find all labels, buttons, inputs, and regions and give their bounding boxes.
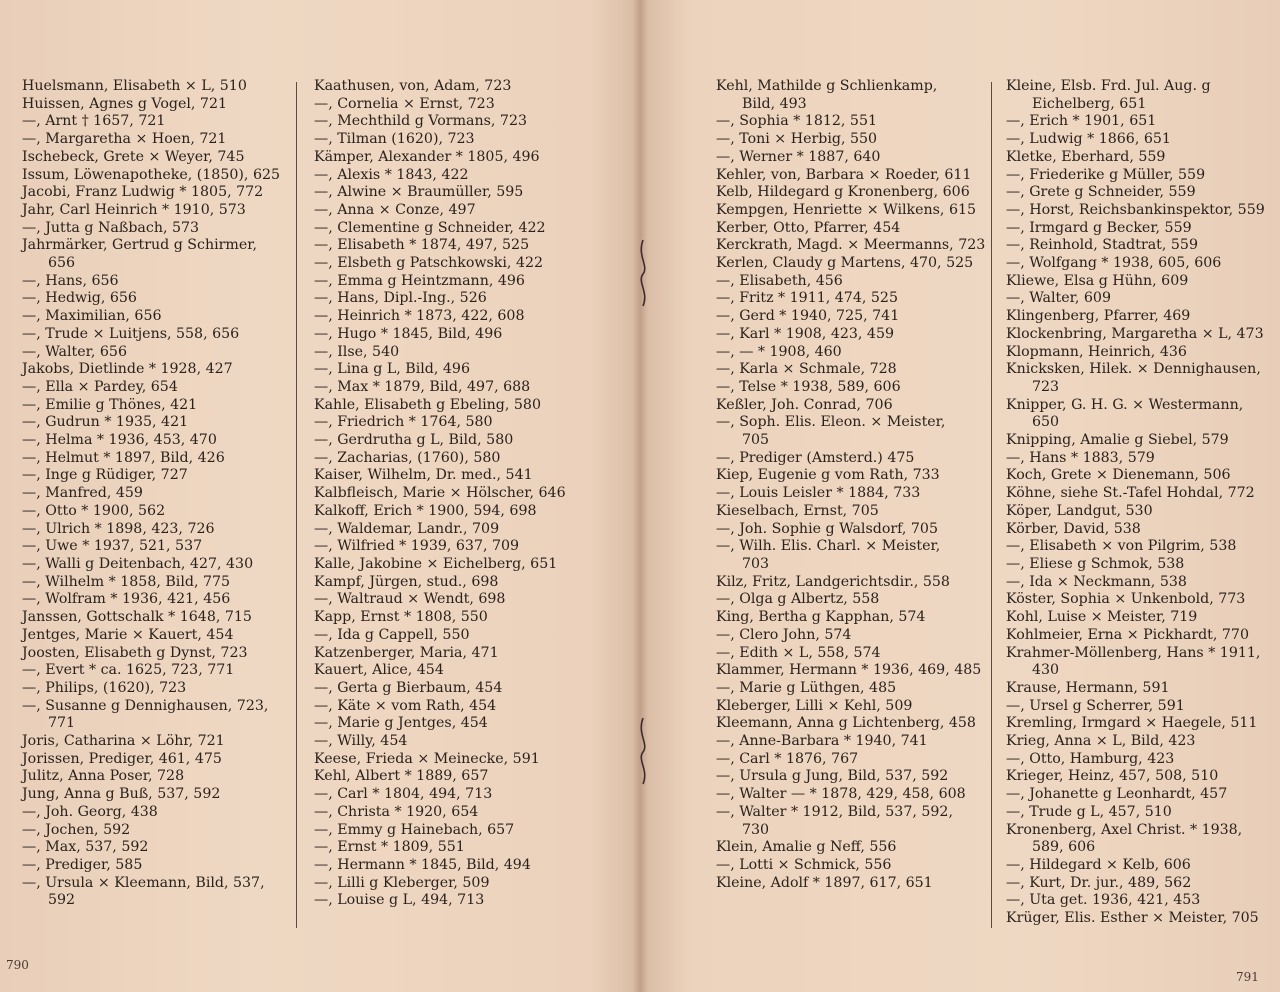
- index-entry: King, Bertha g Kapphan, 574: [716, 609, 926, 626]
- index-entry: —, Erich * 1901, 651: [1006, 113, 1157, 130]
- index-entry: —, Walter, 609: [1006, 290, 1111, 307]
- index-entry: Krause, Hermann, 591: [1006, 679, 1170, 696]
- index-entry: —, Carl * 1876, 767: [716, 750, 859, 767]
- index-entry: Köper, Landgut, 530: [1006, 502, 1153, 519]
- index-entry: Kleine, Adolf * 1897, 617, 651: [716, 874, 933, 891]
- index-entry: —, Wilh. Elis. Charl. × Meister,: [716, 538, 941, 555]
- index-entry: —, Emilie g Thönes, 421: [22, 396, 198, 413]
- index-entry: —, Hedwig, 656: [22, 290, 137, 307]
- index-entry: —, Gerd * 1940, 725, 741: [716, 308, 900, 325]
- index-entry-continuation: 723: [1032, 378, 1060, 395]
- index-entry: —, Willy, 454: [314, 733, 408, 750]
- index-entry: Kaathusen, von, Adam, 723: [314, 78, 512, 94]
- index-entry: Knipper, G. H. G. × Westermann,: [1006, 396, 1244, 413]
- index-entry: —, Emmy g Hainebach, 657: [314, 821, 515, 838]
- index-entry: Klopmann, Heinrich, 436: [1006, 343, 1187, 360]
- index-entry: —, Jochen, 592: [22, 821, 131, 838]
- index-entry-continuation: 703: [742, 555, 770, 572]
- index-entry: Julitz, Anna Poser, 728: [22, 768, 185, 785]
- index-entry: Jacobi, Franz Ludwig * 1805, 772: [22, 184, 264, 201]
- index-entry: —, Wilfried * 1939, 637, 709: [314, 538, 520, 555]
- index-entry: —, Ursula × Kleemann, Bild, 537,: [22, 874, 265, 891]
- index-entry: —, Gudrun * 1935, 421: [22, 414, 189, 431]
- index-entry: —, Philips, (1620), 723: [22, 679, 187, 696]
- index-entry: Keßler, Joh. Conrad, 706: [716, 396, 893, 413]
- index-entry: Jahr, Carl Heinrich * 1910, 573: [22, 201, 246, 218]
- index-entry: —, Ernst * 1809, 551: [314, 839, 465, 856]
- index-entry: —, Louis Leisler * 1884, 733: [716, 485, 921, 502]
- index-entry: —, Joh. Sophie g Walsdorf, 705: [716, 520, 938, 537]
- index-entry: —, Max * 1879, Bild, 497, 688: [314, 378, 531, 395]
- index-entry: —, Elisabeth × von Pilgrim, 538: [1006, 538, 1237, 555]
- index-entry: —, — * 1908, 460: [716, 343, 842, 360]
- index-entry: Kalkoff, Erich * 1900, 594, 698: [314, 502, 537, 519]
- index-entry: —, Clementine g Schneider, 422: [314, 219, 546, 236]
- index-entry: —, Marie g Lüthgen, 485: [716, 679, 897, 696]
- index-entry: —, Telse * 1938, 589, 606: [716, 378, 901, 395]
- index-entry: —, Louise g L, 494, 713: [314, 892, 485, 909]
- index-entry: Huelsmann, Elisabeth × L, 510: [22, 78, 247, 94]
- index-entry: —, Anna × Conze, 497: [314, 201, 476, 218]
- index-entry: —, Tilman (1620), 723: [314, 131, 475, 148]
- index-entry: Klockenbring, Margaretha × L, 473: [1006, 325, 1264, 342]
- index-entry: Klein, Amalie g Neff, 556: [716, 839, 897, 856]
- index-entry: —, Werner * 1887, 640: [716, 148, 881, 165]
- index-entry: Köhne, siehe St.-Tafel Hohdal, 772: [1006, 485, 1255, 502]
- index-entry: —, Carl * 1804, 494, 713: [314, 786, 493, 803]
- index-entry: Issum, Löwenapotheke, (1850), 625: [22, 166, 281, 183]
- index-entry: —, Christa * 1920, 654: [314, 803, 479, 820]
- index-entry: Kleine, Elsb. Frd. Jul. Aug. g: [1006, 78, 1211, 94]
- index-entry: —, Helma * 1936, 453, 470: [22, 432, 217, 449]
- index-entry: Joosten, Elisabeth g Dynst, 723: [22, 644, 248, 661]
- index-entry: —, Lotti × Schmick, 556: [716, 856, 892, 873]
- index-entry: —, Susanne g Dennighausen, 723,: [22, 697, 269, 714]
- index-entry: —, Hildegard × Kelb, 606: [1006, 856, 1191, 873]
- column-rule-right: [991, 82, 992, 928]
- index-entry: —, Ella × Pardey, 654: [22, 378, 178, 395]
- column-rule-left: [296, 82, 297, 928]
- index-entry: —, Waldemar, Landr., 709: [314, 520, 500, 537]
- index-entry: Kiep, Eugenie g vom Rath, 733: [716, 467, 940, 484]
- index-entry: —, Ulrich * 1898, 423, 726: [22, 520, 215, 537]
- index-entry: —, Karla × Schmale, 728: [716, 361, 897, 378]
- index-entry: Kronenberg, Axel Christ. * 1938,: [1006, 821, 1243, 838]
- index-entry: Koch, Grete × Dienemann, 506: [1006, 467, 1231, 484]
- index-entry: —, Anne-Barbara * 1940, 741: [716, 733, 928, 750]
- index-entry: Kliewe, Elsa g Hühn, 609: [1006, 272, 1189, 289]
- index-entry: —, Johanette g Leonhardt, 457: [1006, 786, 1228, 803]
- index-entry: —, Otto * 1900, 562: [22, 502, 166, 519]
- index-entry: Katzenberger, Maria, 471: [314, 644, 499, 661]
- index-entry: Kletke, Eberhard, 559: [1006, 148, 1166, 165]
- index-entry-continuation: 589, 606: [1032, 839, 1096, 856]
- index-entry: Kehler, von, Barbara × Roeder, 611: [716, 166, 972, 183]
- index-column-3: [716, 78, 986, 892]
- index-entry: Kleberger, Lilli × Kehl, 509: [716, 697, 913, 714]
- index-entry: —, Eliese g Schmok, 538: [1006, 555, 1185, 572]
- index-entry: —, Helmut * 1897, Bild, 426: [22, 449, 225, 466]
- index-entry: —, Elisabeth, 456: [716, 272, 843, 289]
- index-entry: —, Reinhold, Stadtrat, 559: [1006, 237, 1198, 254]
- index-entry: —, Ludwig * 1866, 651: [1006, 131, 1171, 148]
- index-entry: —, Max, 537, 592: [22, 839, 149, 856]
- index-entry-continuation: Eichelberg, 651: [1032, 95, 1147, 112]
- index-entry: —, Arnt † 1657, 721: [22, 113, 166, 130]
- index-entry: Jung, Anna g Buß, 537, 592: [22, 786, 221, 803]
- index-entry: —, Joh. Georg, 438: [22, 803, 158, 820]
- index-entry: Jahrmärker, Gertrud g Schirmer,: [22, 237, 258, 254]
- index-entry-continuation: 592: [48, 892, 76, 909]
- index-entry: Kremling, Irmgard × Haegele, 511: [1006, 715, 1258, 732]
- index-entry: Kleemann, Anna g Lichtenberg, 458: [716, 715, 976, 732]
- index-entry: —, Evert * ca. 1625, 723, 771: [22, 662, 235, 679]
- index-entry: —, Hans * 1883, 579: [1006, 449, 1155, 466]
- index-entry: Jentges, Marie × Kauert, 454: [22, 626, 234, 643]
- index-column-2: [314, 78, 578, 910]
- index-entry: Kahle, Elisabeth g Ebeling, 580: [314, 396, 541, 413]
- index-entry: Körber, David, 538: [1006, 520, 1141, 537]
- index-entry: —, Manfred, 459: [22, 485, 143, 502]
- index-entry: —, Soph. Elis. Eleon. × Meister,: [716, 414, 946, 431]
- index-entry: Kerckrath, Magd. × Meermanns, 723: [716, 237, 986, 254]
- index-entry: —, Lilli g Kleberger, 509: [314, 874, 490, 891]
- book-gutter: [632, 0, 648, 992]
- index-entry: —, Gerdrutha g L, Bild, 580: [314, 432, 514, 449]
- index-entry: —, Friederike g Müller, 559: [1006, 166, 1206, 183]
- index-entry: —, Hugo * 1845, Bild, 496: [314, 325, 503, 342]
- page-number-left: 790: [6, 958, 29, 972]
- index-entry: —, Walter * 1912, Bild, 537, 592,: [716, 803, 953, 820]
- index-entry: —, Grete g Schneider, 559: [1006, 184, 1196, 201]
- index-entry-continuation: 771: [48, 715, 76, 732]
- index-entry: —, Zacharias, (1760), 580: [314, 449, 501, 466]
- index-entry: —, Toni × Herbig, 550: [716, 131, 878, 148]
- index-entry-continuation: 430: [1032, 662, 1060, 679]
- index-entry: Jorissen, Prediger, 461, 475: [22, 750, 222, 767]
- index-entry: —, Ursel g Scherrer, 591: [1006, 697, 1185, 714]
- binding-stitch-top: [636, 238, 650, 308]
- index-entry: —, Ida g Cappell, 550: [314, 626, 470, 643]
- index-entry-continuation: Bild, 493: [742, 95, 807, 112]
- index-entry: Krieg, Anna × L, Bild, 423: [1006, 733, 1196, 750]
- index-entry: Kaiser, Wilhelm, Dr. med., 541: [314, 467, 533, 484]
- index-entry: —, Olga g Albertz, 558: [716, 591, 880, 608]
- index-entry: —, Heinrich * 1873, 422, 608: [314, 308, 525, 325]
- index-entry: —, Gerta g Bierbaum, 454: [314, 679, 503, 696]
- index-entry: —, Trude × Luitjens, 558, 656: [22, 325, 240, 342]
- index-entry: —, Inge g Rüdiger, 727: [22, 467, 188, 484]
- index-entry: —, Alwine × Braumüller, 595: [314, 184, 524, 201]
- index-entry: Kauert, Alice, 454: [314, 662, 444, 679]
- index-entry: Kerber, Otto, Pfarrer, 454: [716, 219, 901, 236]
- index-entry: Kampf, Jürgen, stud., 698: [314, 573, 499, 590]
- index-entry: Krüger, Elis. Esther × Meister, 705: [1006, 910, 1259, 927]
- index-entry: —, Irmgard g Becker, 559: [1006, 219, 1192, 236]
- index-entry: —, Uta get. 1936, 421, 453: [1006, 892, 1201, 909]
- index-entry: —, Maximilian, 656: [22, 308, 162, 325]
- page-number-right: 791: [1236, 970, 1259, 984]
- index-entry: —, Trude g L, 457, 510: [1006, 803, 1172, 820]
- index-entry: —, Hans, 656: [22, 272, 119, 289]
- index-entry: —, Wolfgang * 1938, 605, 606: [1006, 255, 1222, 272]
- index-entry: —, Elsbeth g Patschkowski, 422: [314, 255, 544, 272]
- index-entry: —, Otto, Hamburg, 423: [1006, 750, 1175, 767]
- index-entry: —, Ida × Neckmann, 538: [1006, 573, 1187, 590]
- index-entry: —, Marie g Jentges, 454: [314, 715, 488, 732]
- index-entry: —, Waltraud × Wendt, 698: [314, 591, 506, 608]
- index-entry: —, Wilhelm * 1858, Bild, 775: [22, 573, 231, 590]
- index-entry: —, Alexis * 1843, 422: [314, 166, 469, 183]
- index-entry: —, Walli g Deitenbach, 427, 430: [22, 555, 254, 572]
- index-entry: —, Hermann * 1845, Bild, 494: [314, 856, 531, 873]
- index-entry: Kilz, Fritz, Landgerichtsdir., 558: [716, 573, 950, 590]
- index-entry: Klammer, Hermann * 1936, 469, 485: [716, 662, 982, 679]
- index-entry: —, Wolfram * 1936, 421, 456: [22, 591, 231, 608]
- index-entry: Janssen, Gottschalk * 1648, 715: [22, 609, 252, 626]
- index-entry: —, Hans, Dipl.-Ing., 526: [314, 290, 487, 307]
- index-column-1: [22, 78, 286, 910]
- index-entry-continuation: 730: [742, 821, 770, 838]
- index-entry-continuation: 656: [48, 255, 76, 272]
- index-entry: Krieger, Heinz, 457, 508, 510: [1006, 768, 1219, 785]
- index-entry: —, Karl * 1908, 423, 459: [716, 325, 895, 342]
- index-entry: Huissen, Agnes g Vogel, 721: [22, 95, 228, 112]
- index-entry: —, Elisabeth * 1874, 497, 525: [314, 237, 530, 254]
- index-entry: Kehl, Albert * 1889, 657: [314, 768, 489, 785]
- index-entry: Kempgen, Henriette × Wilkens, 615: [716, 201, 977, 218]
- index-entry: —, Margaretha × Hoen, 721: [22, 131, 227, 148]
- index-entry: Jakobs, Dietlinde * 1928, 427: [22, 361, 233, 378]
- index-entry: —, Jutta g Naßbach, 573: [22, 219, 200, 236]
- index-entry: —, Ursula g Jung, Bild, 537, 592: [716, 768, 949, 785]
- index-column-4: [1006, 78, 1274, 928]
- index-entry: Kelb, Hildegard g Kronenberg, 606: [716, 184, 970, 201]
- index-entry: Kämper, Alexander * 1805, 496: [314, 148, 540, 165]
- index-entry: Knicksken, Hilek. × Dennighausen,: [1006, 361, 1261, 378]
- index-entry: —, Lina g L, Bild, 496: [314, 361, 470, 378]
- index-entry: Kohl, Luise × Meister, 719: [1006, 609, 1198, 626]
- index-entry: Köster, Sophia × Unkenbold, 773: [1006, 591, 1246, 608]
- index-entry: Klingenberg, Pfarrer, 469: [1006, 308, 1191, 325]
- index-entry: Kohlmeier, Erna × Pickhardt, 770: [1006, 626, 1249, 643]
- index-entry: —, Walter — * 1878, 429, 458, 608: [716, 786, 966, 803]
- index-entry: —, Uwe * 1937, 521, 537: [22, 538, 203, 555]
- index-entry: —, Clero John, 574: [716, 626, 852, 643]
- index-entry: —, Horst, Reichsbankinspektor, 559: [1006, 201, 1265, 218]
- index-entry: Keese, Frieda × Meinecke, 591: [314, 750, 540, 767]
- index-entry: Kapp, Ernst * 1808, 550: [314, 609, 488, 626]
- index-entry: Krahmer-Möllenberg, Hans * 1911,: [1006, 644, 1261, 661]
- index-entry: —, Cornelia × Ernst, 723: [314, 95, 495, 112]
- index-entry-continuation: 650: [1032, 414, 1060, 431]
- index-entry: Kalle, Jakobine × Eichelberg, 651: [314, 555, 558, 572]
- index-entry: —, Sophia * 1812, 551: [716, 113, 878, 130]
- index-entry: —, Prediger, 585: [22, 856, 143, 873]
- index-entry: —, Mechthild g Vormans, 723: [314, 113, 528, 130]
- index-entry: Kalbfleisch, Marie × Hölscher, 646: [314, 485, 566, 502]
- index-entry: —, Edith × L, 558, 574: [716, 644, 881, 661]
- index-entry: —, Friedrich * 1764, 580: [314, 414, 493, 431]
- index-entry: Knipping, Amalie g Siebel, 579: [1006, 432, 1229, 449]
- index-entry: —, Käte × vom Rath, 454: [314, 697, 497, 714]
- index-entry-continuation: 705: [742, 432, 770, 449]
- index-entry: —, Fritz * 1911, 474, 525: [716, 290, 898, 307]
- index-entry: —, Ilse, 540: [314, 343, 400, 360]
- index-entry: —, Walter, 656: [22, 343, 127, 360]
- binding-stitch-bottom: [636, 716, 650, 786]
- index-entry: Kieselbach, Ernst, 705: [716, 502, 879, 519]
- index-entry: —, Emma g Heintzmann, 496: [314, 272, 525, 289]
- index-entry: —, Prediger (Amsterd.) 475: [716, 449, 915, 466]
- index-entry: Ischebeck, Grete × Weyer, 745: [22, 148, 245, 165]
- index-entry: —, Kurt, Dr. jur., 489, 562: [1006, 874, 1192, 891]
- index-entry: Kerlen, Claudy g Martens, 470, 525: [716, 255, 974, 272]
- index-entry: Kehl, Mathilde g Schlienkamp,: [716, 78, 938, 94]
- index-entry: Joris, Catharina × Löhr, 721: [22, 733, 225, 750]
